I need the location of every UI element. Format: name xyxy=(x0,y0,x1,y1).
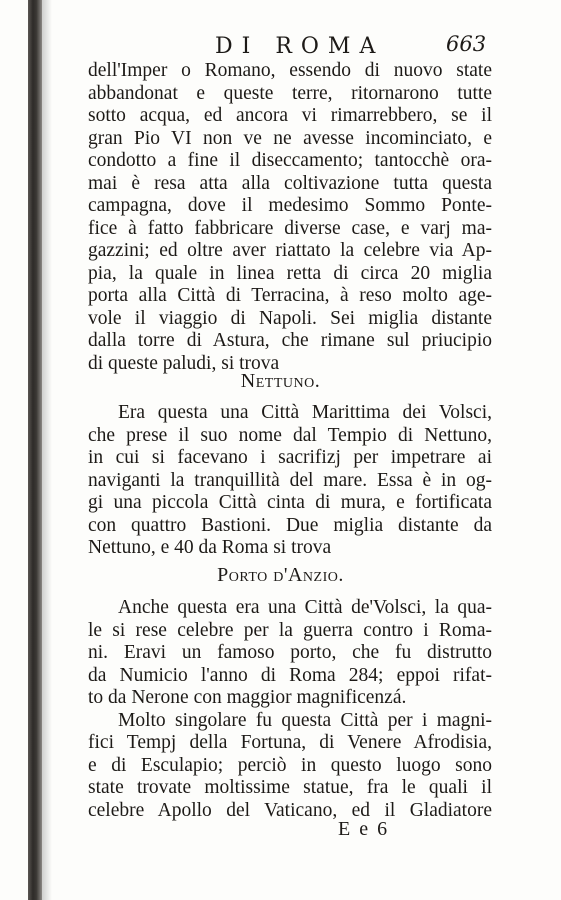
text-line: dell'Imper o Romano, essendo di nuovo state xyxy=(88,60,492,81)
nettuno-paragraph xyxy=(88,402,492,560)
text-line: abbandonat e queste terre, ritornarono tutte xyxy=(88,82,492,104)
text-line: Anche questa era una Città de'Volsci, la qua- xyxy=(118,597,492,618)
text-line: mai è resa atta alla coltivazione tutta questa xyxy=(88,172,492,194)
text-line: naviganti la tranquillità del mare. Essa è in og- xyxy=(88,469,492,491)
text-line: ni. Eravi un famoso porto, che fu distrutto xyxy=(88,642,492,663)
text-line: state trovate moltissime statue, fra le quali il xyxy=(88,777,492,798)
text-line: condotto a fine il diseccamento; tantocchè ora- xyxy=(88,150,492,171)
text-line: campagna, dove il medesimo Sommo Ponte- xyxy=(88,195,492,216)
text-line: vole il viaggio di Napoli. Sei miglia distante xyxy=(88,307,492,329)
text-line: in cui si facevano i sacrifizj per impetrare ai xyxy=(88,447,492,468)
text-line: pia, la quale in linea retta di circa 20 miglia xyxy=(88,262,492,284)
text-line: da Numicio l'anno di Roma 284; eppoi rifat- xyxy=(88,664,492,686)
text-line: con quattro Bastioni. Due miglia distante da xyxy=(88,514,492,536)
binding-shadow xyxy=(42,0,52,900)
porto-paragraph xyxy=(88,597,492,822)
page-number: 663 xyxy=(446,32,487,56)
text-line: Nettuno, e 40 da Roma si trova xyxy=(88,537,332,558)
text-line: Era questa una Città Marittima dei Volsci, xyxy=(118,402,492,423)
text-line: fice à fatto fabbricare diverse case, e varj ma- xyxy=(88,217,492,239)
text-line: che prese il suo nome dal Tempio di Nettuno, xyxy=(88,424,492,446)
text-line: e di Esculapio; perciò in questo luogo sono xyxy=(88,754,492,776)
text-line: celebre Apollo del Vaticano, ed il Gladiatore xyxy=(88,799,492,821)
book-binding-edge xyxy=(28,0,42,900)
intro-paragraph xyxy=(88,60,492,375)
text-line: to da Nerone con maggior magnificenzá. xyxy=(88,687,407,708)
text-line: Molto singolare fu questa Città per i magni- xyxy=(118,709,492,731)
section-heading-nettuno: Nettuno. xyxy=(240,370,321,392)
text-line: gi una piccola Città cinta di mura, e fortificata xyxy=(88,492,492,513)
text-line: di queste paludi, si trova xyxy=(88,352,280,374)
text-line: gran Pio VI non ve ne avesse incominciato, e xyxy=(88,127,492,149)
section-heading-porto-danzio: Porto d'Anzio. xyxy=(217,564,344,586)
text-line: le si rese celebre per la guerra contro i Roma- xyxy=(88,619,492,641)
text-line: dalla torre di Astura, che rimane sul priucipio xyxy=(88,330,492,351)
running-head: DI ROMA xyxy=(215,34,385,59)
signature-mark: E e 6 xyxy=(338,818,390,840)
text-line: gazzini; ed oltre aver riattato la celebre via Ap- xyxy=(88,240,492,261)
text-line: sotto acqua, ed ancora vi rimarrebbero, se il xyxy=(88,105,492,126)
text-line: porta alla Città di Terracina, à reso molto age- xyxy=(88,285,492,306)
text-line: fici Tempj della Fortuna, di Venere Afrodisia, xyxy=(88,732,492,753)
